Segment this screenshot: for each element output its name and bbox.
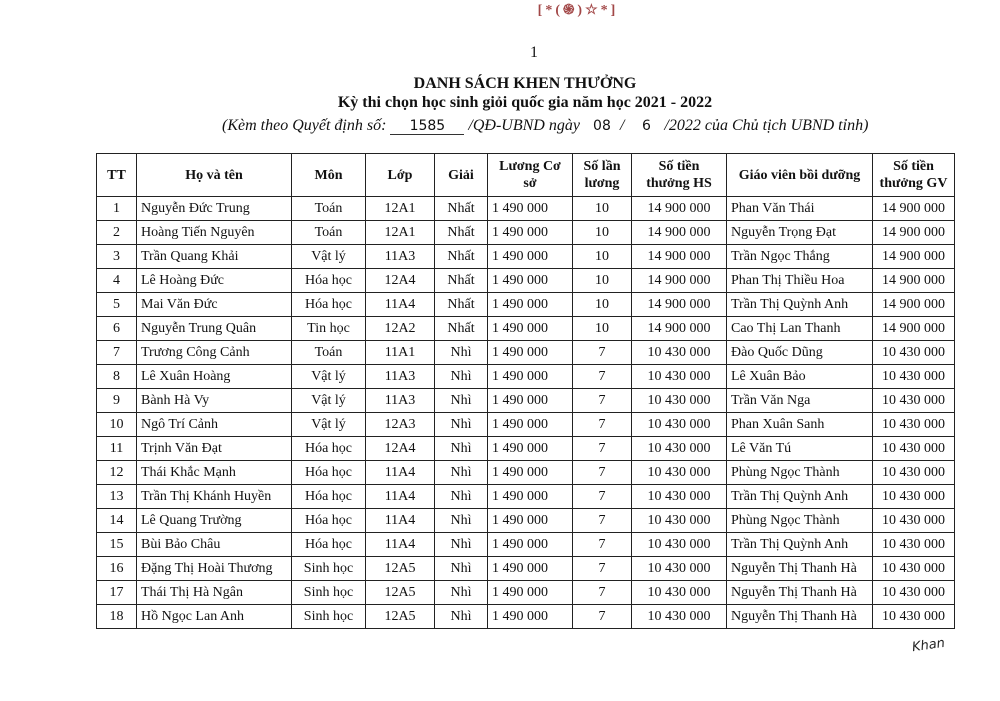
- table-row: [97, 533, 955, 557]
- seal-stamp: [*(֍)☆*]: [537, 3, 619, 18]
- table-row: [97, 557, 955, 581]
- prize-cell: Nhất: [435, 245, 488, 269]
- teacher-reward-cell: 14 900 000: [873, 197, 955, 221]
- decision-number: 1585: [390, 118, 464, 135]
- salary-multiplier-cell: 7: [573, 509, 632, 533]
- student-reward-cell: 10 430 000: [632, 413, 727, 437]
- student-name-cell: Trần Thị Khánh Huyền: [137, 485, 292, 509]
- salary-multiplier-cell: 7: [573, 485, 632, 509]
- teacher-reward-cell: 14 900 000: [873, 221, 955, 245]
- class-cell: 12A3: [366, 413, 435, 437]
- teacher-reward-cell: 10 430 000: [873, 509, 955, 533]
- teacher-reward-cell: 14 900 000: [873, 269, 955, 293]
- salary-multiplier-cell: 10: [573, 269, 632, 293]
- base-salary-cell: 1 490 000: [488, 365, 573, 389]
- teacher-reward-cell: 10 430 000: [873, 413, 955, 437]
- base-salary-cell: 1 490 000: [488, 317, 573, 341]
- teacher-reward-cell: 10 430 000: [873, 437, 955, 461]
- subject-cell: Vật lý: [292, 389, 366, 413]
- attach-suffix: /2022 của Chủ tịch UBND tỉnh): [664, 117, 869, 134]
- base-salary-cell: 1 490 000: [488, 437, 573, 461]
- document-subtitle: Kỳ thi chọn học sinh giỏi quốc gia năm học 2021 - 2022: [337, 94, 713, 111]
- class-cell: 11A4: [366, 293, 435, 317]
- base-salary-cell: 1 490 000: [488, 341, 573, 365]
- salary-multiplier-cell: 7: [573, 341, 632, 365]
- subject-cell: Vật lý: [292, 245, 366, 269]
- row-index-cell: 10: [97, 413, 137, 437]
- base-salary-cell: 1 490 000: [488, 197, 573, 221]
- student-name-cell: Trương Công Cảnh: [137, 341, 292, 365]
- subject-cell: Hóa học: [292, 509, 366, 533]
- salary-multiplier-cell: 7: [573, 437, 632, 461]
- prize-cell: Nhì: [435, 341, 488, 365]
- teacher-reward-cell: 10 430 000: [873, 533, 955, 557]
- class-cell: 12A5: [366, 557, 435, 581]
- row-index-cell: 12: [97, 461, 137, 485]
- subject-cell: Sinh học: [292, 581, 366, 605]
- decision-day: 08: [593, 118, 611, 134]
- column-header: Họ và tên: [137, 154, 292, 197]
- prize-cell: Nhì: [435, 509, 488, 533]
- teacher-name-cell: Lê Văn Tú: [727, 437, 873, 461]
- teacher-reward-cell: 10 430 000: [873, 461, 955, 485]
- student-reward-cell: 10 430 000: [632, 557, 727, 581]
- student-name-cell: Mai Văn Đức: [137, 293, 292, 317]
- teacher-reward-cell: 10 430 000: [873, 581, 955, 605]
- student-reward-cell: 14 900 000: [632, 197, 727, 221]
- row-index-cell: 3: [97, 245, 137, 269]
- prize-cell: Nhì: [435, 485, 488, 509]
- salary-multiplier-cell: 7: [573, 557, 632, 581]
- teacher-reward-cell: 10 430 000: [873, 341, 955, 365]
- row-index-cell: 5: [97, 293, 137, 317]
- class-cell: 12A1: [366, 197, 435, 221]
- class-cell: 11A4: [366, 485, 435, 509]
- salary-multiplier-cell: 7: [573, 365, 632, 389]
- student-name-cell: Lê Hoàng Đức: [137, 269, 292, 293]
- subject-cell: Hóa học: [292, 461, 366, 485]
- date-separator: /: [619, 117, 625, 134]
- teacher-reward-cell: 14 900 000: [873, 245, 955, 269]
- teacher-name-cell: Cao Thị Lan Thanh: [727, 317, 873, 341]
- table-row: [97, 293, 955, 317]
- class-cell: 12A4: [366, 269, 435, 293]
- teacher-reward-cell: 14 900 000: [873, 317, 955, 341]
- base-salary-cell: 1 490 000: [488, 221, 573, 245]
- base-salary-cell: 1 490 000: [488, 269, 573, 293]
- teacher-reward-cell: 10 430 000: [873, 557, 955, 581]
- salary-multiplier-cell: 10: [573, 317, 632, 341]
- student-name-cell: Trịnh Văn Đạt: [137, 437, 292, 461]
- prize-cell: Nhì: [435, 437, 488, 461]
- row-index-cell: 7: [97, 341, 137, 365]
- row-index-cell: 18: [97, 605, 137, 629]
- student-reward-cell: 14 900 000: [632, 293, 727, 317]
- student-reward-cell: 14 900 000: [632, 317, 727, 341]
- base-salary-cell: 1 490 000: [488, 293, 573, 317]
- base-salary-cell: 1 490 000: [488, 581, 573, 605]
- initials-signature: Khan: [911, 635, 946, 656]
- base-salary-cell: 1 490 000: [488, 533, 573, 557]
- teacher-name-cell: Nguyễn Thị Thanh Hà: [727, 581, 873, 605]
- student-name-cell: Thái Khắc Mạnh: [137, 461, 292, 485]
- student-name-cell: Bành Hà Vy: [137, 389, 292, 413]
- teacher-name-cell: Phan Xuân Sanh: [727, 413, 873, 437]
- subject-cell: Toán: [292, 197, 366, 221]
- class-cell: 12A5: [366, 581, 435, 605]
- base-salary-cell: 1 490 000: [488, 389, 573, 413]
- class-cell: 11A3: [366, 365, 435, 389]
- row-index-cell: 4: [97, 269, 137, 293]
- subject-cell: Hóa học: [292, 485, 366, 509]
- page-number: 1: [530, 44, 538, 61]
- table-row: [97, 341, 955, 365]
- teacher-name-cell: Trần Văn Nga: [727, 389, 873, 413]
- salary-multiplier-cell: 7: [573, 389, 632, 413]
- row-index-cell: 2: [97, 221, 137, 245]
- teacher-name-cell: Lê Xuân Bảo: [727, 365, 873, 389]
- student-name-cell: Ngô Trí Cảnh: [137, 413, 292, 437]
- table-row: [97, 509, 955, 533]
- salary-multiplier-cell: 7: [573, 461, 632, 485]
- row-index-cell: 15: [97, 533, 137, 557]
- prize-cell: Nhì: [435, 581, 488, 605]
- attach-prefix: (Kèm theo Quyết định số:: [222, 117, 387, 134]
- base-salary-cell: 1 490 000: [488, 605, 573, 629]
- column-header: Lương Cơ sở: [488, 154, 573, 197]
- student-name-cell: Lê Xuân Hoàng: [137, 365, 292, 389]
- teacher-name-cell: Phan Thị Thiều Hoa: [727, 269, 873, 293]
- prize-cell: Nhất: [435, 293, 488, 317]
- subject-cell: Hóa học: [292, 437, 366, 461]
- prize-cell: Nhì: [435, 389, 488, 413]
- student-reward-cell: 10 430 000: [632, 365, 727, 389]
- table-row: [97, 245, 955, 269]
- decision-month: 6: [641, 118, 651, 134]
- teacher-reward-cell: 14 900 000: [873, 293, 955, 317]
- subject-cell: Hóa học: [292, 293, 366, 317]
- student-name-cell: Đặng Thị Hoài Thương: [137, 557, 292, 581]
- class-cell: 12A2: [366, 317, 435, 341]
- table-header-row: [97, 154, 955, 197]
- subject-cell: Tin học: [292, 317, 366, 341]
- prize-cell: Nhì: [435, 461, 488, 485]
- prize-cell: Nhất: [435, 317, 488, 341]
- class-cell: 11A3: [366, 245, 435, 269]
- prize-cell: Nhì: [435, 413, 488, 437]
- table-row: [97, 269, 955, 293]
- prize-cell: Nhất: [435, 269, 488, 293]
- table-row: [97, 317, 955, 341]
- table-row: [97, 461, 955, 485]
- column-header: Giải: [435, 154, 488, 197]
- teacher-name-cell: Trần Ngọc Thắng: [727, 245, 873, 269]
- row-index-cell: 6: [97, 317, 137, 341]
- table-row: [97, 485, 955, 509]
- teacher-name-cell: Trần Thị Quỳnh Anh: [727, 485, 873, 509]
- student-reward-cell: 14 900 000: [632, 221, 727, 245]
- teacher-reward-cell: 10 430 000: [873, 389, 955, 413]
- class-cell: 11A4: [366, 509, 435, 533]
- salary-multiplier-cell: 10: [573, 293, 632, 317]
- class-cell: 11A4: [366, 461, 435, 485]
- teacher-name-cell: Đào Quốc Dũng: [727, 341, 873, 365]
- column-header: Số tiền thưởng GV: [873, 154, 955, 197]
- column-header: Môn: [292, 154, 366, 197]
- student-reward-cell: 10 430 000: [632, 605, 727, 629]
- class-cell: 11A1: [366, 341, 435, 365]
- prize-cell: Nhất: [435, 221, 488, 245]
- column-header: Số tiền thưởng HS: [632, 154, 727, 197]
- row-index-cell: 16: [97, 557, 137, 581]
- student-reward-cell: 10 430 000: [632, 581, 727, 605]
- subject-cell: Vật lý: [292, 413, 366, 437]
- row-index-cell: 14: [97, 509, 137, 533]
- row-index-cell: 9: [97, 389, 137, 413]
- table-row: [97, 389, 955, 413]
- row-index-cell: 1: [97, 197, 137, 221]
- teacher-name-cell: Nguyễn Thị Thanh Hà: [727, 557, 873, 581]
- student-name-cell: Hồ Ngọc Lan Anh: [137, 605, 292, 629]
- subject-cell: Hóa học: [292, 269, 366, 293]
- salary-multiplier-cell: 10: [573, 221, 632, 245]
- salary-multiplier-cell: 7: [573, 533, 632, 557]
- column-header: TT: [97, 154, 137, 197]
- subject-cell: Hóa học: [292, 533, 366, 557]
- class-cell: 11A4: [366, 533, 435, 557]
- prize-cell: Nhất: [435, 197, 488, 221]
- teacher-name-cell: Nguyễn Thị Thanh Hà: [727, 605, 873, 629]
- student-reward-cell: 10 430 000: [632, 389, 727, 413]
- award-table: [96, 153, 955, 629]
- base-salary-cell: 1 490 000: [488, 413, 573, 437]
- base-salary-cell: 1 490 000: [488, 557, 573, 581]
- student-reward-cell: 10 430 000: [632, 509, 727, 533]
- class-cell: 12A1: [366, 221, 435, 245]
- student-reward-cell: 10 430 000: [632, 533, 727, 557]
- teacher-reward-cell: 10 430 000: [873, 485, 955, 509]
- class-cell: 12A5: [366, 605, 435, 629]
- student-name-cell: Nguyễn Trung Quân: [137, 317, 292, 341]
- row-index-cell: 8: [97, 365, 137, 389]
- subject-cell: Toán: [292, 221, 366, 245]
- prize-cell: Nhì: [435, 557, 488, 581]
- table-row: [97, 221, 955, 245]
- column-header: Giáo viên bồi dưỡng: [727, 154, 873, 197]
- student-name-cell: Hoàng Tiến Nguyên: [137, 221, 292, 245]
- student-name-cell: Lê Quang Trường: [137, 509, 292, 533]
- teacher-name-cell: Trần Thị Quỳnh Anh: [727, 293, 873, 317]
- student-reward-cell: 10 430 000: [632, 485, 727, 509]
- student-reward-cell: 10 430 000: [632, 461, 727, 485]
- table-body: [97, 197, 955, 629]
- table-row: [97, 197, 955, 221]
- base-salary-cell: 1 490 000: [488, 485, 573, 509]
- row-index-cell: 13: [97, 485, 137, 509]
- salary-multiplier-cell: 7: [573, 581, 632, 605]
- subject-cell: Sinh học: [292, 605, 366, 629]
- table-row: [97, 413, 955, 437]
- teacher-name-cell: Nguyễn Trọng Đạt: [727, 221, 873, 245]
- subject-cell: Vật lý: [292, 365, 366, 389]
- column-header: Số lần lương: [573, 154, 632, 197]
- row-index-cell: 11: [97, 437, 137, 461]
- document-title: DANH SÁCH KHEN THƯỞNG: [413, 75, 637, 92]
- salary-multiplier-cell: 10: [573, 197, 632, 221]
- student-name-cell: Bùi Bảo Châu: [137, 533, 292, 557]
- table-row: [97, 581, 955, 605]
- attachment-note: [222, 117, 868, 135]
- teacher-name-cell: Phùng Ngọc Thành: [727, 461, 873, 485]
- student-reward-cell: 14 900 000: [632, 245, 727, 269]
- prize-cell: Nhì: [435, 605, 488, 629]
- salary-multiplier-cell: 7: [573, 413, 632, 437]
- base-salary-cell: 1 490 000: [488, 509, 573, 533]
- subject-cell: Sinh học: [292, 557, 366, 581]
- student-name-cell: Thái Thị Hà Ngân: [137, 581, 292, 605]
- table-row: [97, 437, 955, 461]
- class-cell: 12A4: [366, 437, 435, 461]
- row-index-cell: 17: [97, 581, 137, 605]
- prize-cell: Nhì: [435, 365, 488, 389]
- student-reward-cell: 14 900 000: [632, 269, 727, 293]
- teacher-name-cell: Phan Văn Thái: [727, 197, 873, 221]
- student-name-cell: Trần Quang Khải: [137, 245, 292, 269]
- teacher-reward-cell: 10 430 000: [873, 365, 955, 389]
- class-cell: 11A3: [366, 389, 435, 413]
- column-header: Lớp: [366, 154, 435, 197]
- salary-multiplier-cell: 10: [573, 245, 632, 269]
- student-reward-cell: 10 430 000: [632, 437, 727, 461]
- teacher-name-cell: Trần Thị Quỳnh Anh: [727, 533, 873, 557]
- student-name-cell: Nguyễn Đức Trung: [137, 197, 292, 221]
- prize-cell: Nhì: [435, 533, 488, 557]
- teacher-reward-cell: 10 430 000: [873, 605, 955, 629]
- table-row: [97, 365, 955, 389]
- subject-cell: Toán: [292, 341, 366, 365]
- teacher-name-cell: Phùng Ngọc Thành: [727, 509, 873, 533]
- attach-mid: /QĐ-UBND ngày: [468, 117, 580, 134]
- student-reward-cell: 10 430 000: [632, 341, 727, 365]
- salary-multiplier-cell: 7: [573, 605, 632, 629]
- base-salary-cell: 1 490 000: [488, 461, 573, 485]
- base-salary-cell: 1 490 000: [488, 245, 573, 269]
- table-row: [97, 605, 955, 629]
